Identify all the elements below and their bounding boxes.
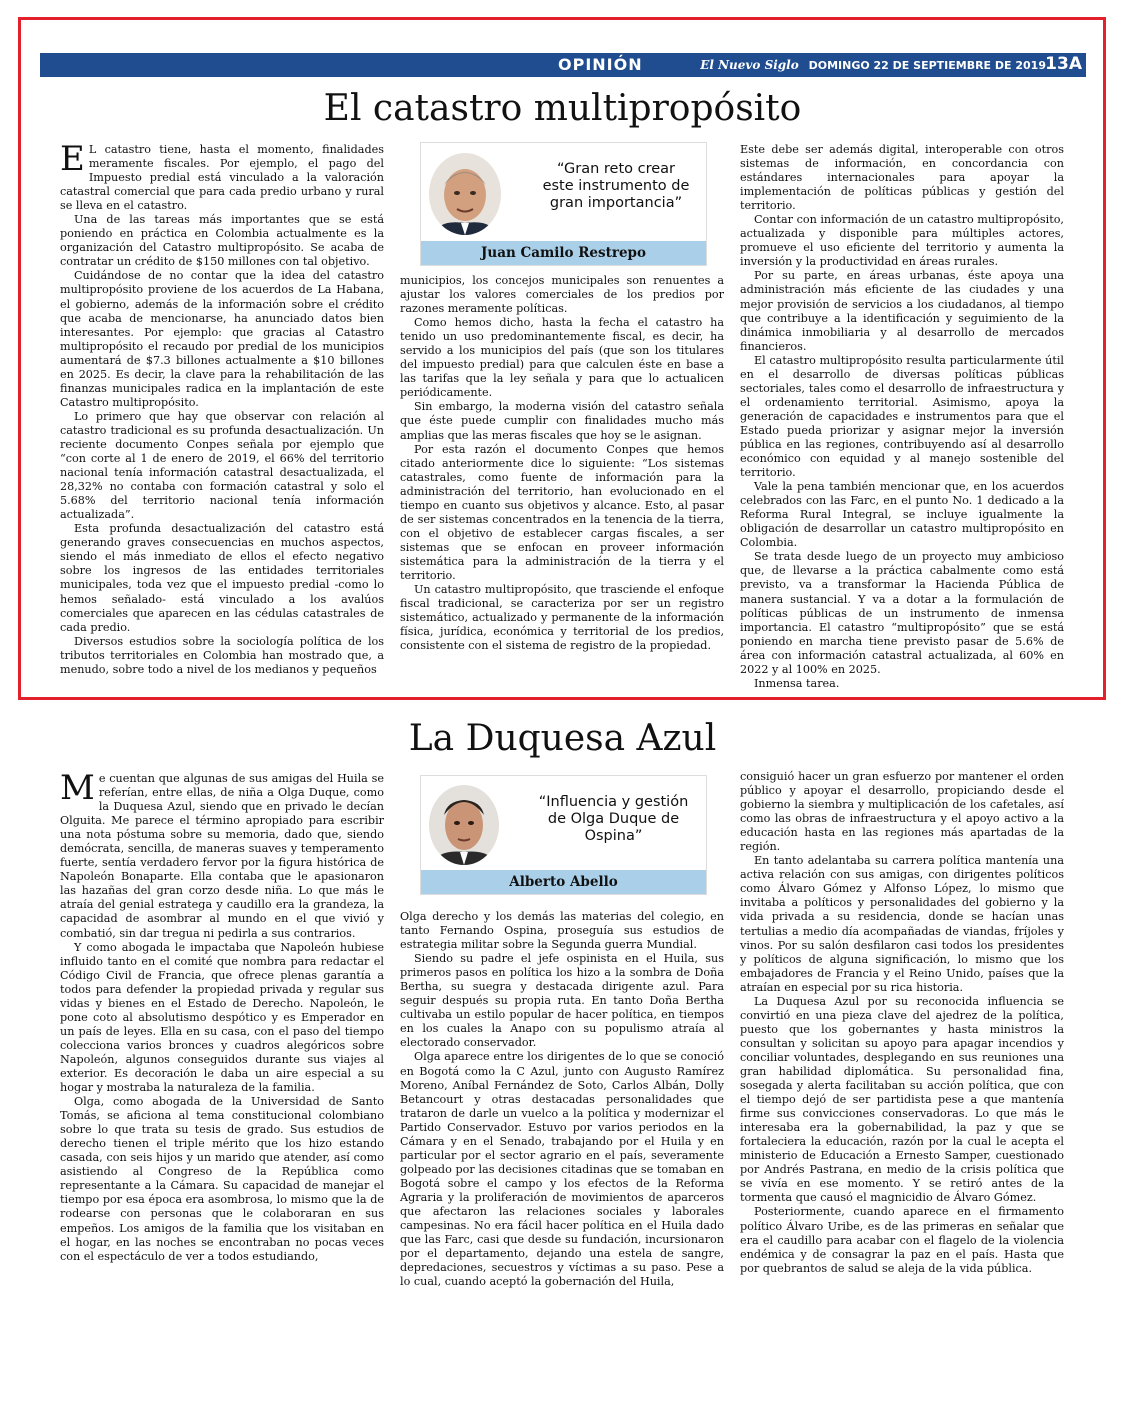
paragraph-text: Olga aparece entre los dirigentes de lo que se conoció en Bogotá como la C Azul, junto con Augusto Ramírez Moreno, Aníbal Fernández de Soto, Carlos Albán, Dolly Betancourt y otras destacadas personalidades que trataron de darle un vuelco a la política y modernizar el Partido Conservador. Estuvo por varios periodos en la Cámara y en el Senado, trabajando por el Huila y en particular por el sector agrario en el país, severamente golpeado por las decisiones citadinas que se tomaban en Bogotá sobre el campo y los efectos de la Reforma Agraria y la proliferación de movimientos de aparceros que afectaron las relaciones sociales y laborales campesinas. No era fácil hacer política en el Huila dado que las Farc, casi que desde su fundación, incursionaron por el departamento, dejando una estela de sangre, depredaciones, secuestros y víctimas a su paso. Pese a lo cual, cuando aceptó la gobernación del Huila, (400, 1050, 724, 1289)
paragraph (60, 1095, 384, 1264)
paragraph (400, 952, 724, 1050)
paragraph-text: Vale la pena también mencionar que, en los acuerdos celebrados con las Farc, en el punto No. 1 dedicado a la Reforma Rural Integral, se incluye igualmente la obligación de desarrollar un catastro multipropósito en Colombia. (740, 480, 1064, 550)
paragraph-text: Este debe ser además digital, interoperable con otros sistemas de información, en concordancia con estándares internacionales para apoyar la implementación de políticas públicas y gestión del territorio. (740, 143, 1064, 213)
paragraph-text: Se trata desde luego de un proyecto muy ambicioso que, de llevarse a la práctica cabalmente como está previsto, va a transformar la Hacienda Pública de manera sustancial. Y va a dotar a la formulación de políticas públicas de un instrumento de inmensa importancia. El catastro “multipropósito” que se está poniendo en marcha tiene previsto pasar de 5.6% de área con información catastral actualizada, al 60% en 2022 y al 100% en 2025. (740, 550, 1064, 676)
paragraph-text: consiguió hacer un gran esfuerzo por mantener el orden público y apoyar el desarrollo, propiciando desde el gobierno la siembra y multiplicación de los cafetales, así como las obras de infraestructura y el apoyo activo a la educación hasta en las regiones más apartadas de la región. (740, 770, 1064, 854)
paragraph-text: El catastro multipropósito resulta particularmente útil en el desarrollo de diversas políticas públicas sectoriales, tales como el desarrollo de infraestructura y el ordenamiento territorial. Asimismo, apoya la generación de capacidades e instrumentos para que el Estado pueda priorizar y asignar mejor la inversión pública en las regiones, contribuyendo así al desarrollo económico con equidad y al manejo sostenible del territorio. (740, 353, 1064, 480)
pull-quote-box (420, 142, 707, 266)
paragraph (740, 354, 1064, 480)
author-portrait (429, 785, 499, 865)
article-column (740, 770, 1064, 1276)
paragraph (60, 522, 384, 634)
article-column (60, 768, 384, 1264)
section-name: OPINIÓN (558, 55, 643, 74)
paragraph (740, 677, 1064, 691)
article-title: El catastro multipropósito (323, 88, 802, 129)
paragraph (60, 139, 384, 213)
paragraph (400, 1050, 724, 1289)
pull-quote: “Influencia y gestión de Olga Duque de Ospina” (538, 794, 689, 844)
author-portrait (429, 153, 501, 235)
paragraph-text: Y como abogada le impactaba que Napoleón hubiese influido tanto en el comité que nombra para redactar el Código Civil de Francia, que ofrece plenas garantía a todos para defender la propiedad privada y regular sus vidas y bienes en el Estado de Derecho. Napoleón, le pone coto al absolutismo despótico y es Emperador en un país de leyes. Ella en su casa, con el paso del tiempo colecciona varios bronces y cuadros alegóricos sobre Napoleón, algunos conseguidos durante sus viajes al exterior. Es decoración le daba un aire especial a su hogar y mostraba la naturaleza de la familia. (60, 940, 384, 1095)
drop-cap: E (60, 139, 85, 179)
paragraph (740, 480, 1064, 550)
author-name: Alberto Abello (421, 870, 706, 894)
page-header-bar (40, 53, 1086, 77)
paragraph (60, 941, 384, 1096)
paragraph-text: Siendo su padre el jefe ospinista en el Huila, sus primeros pasos en política los hizo a la sombra de Doña Bertha, su suegra y destacada dirigente azul. Para seguir después su propia ruta. En tanto Doña Bertha cultivaba un estilo popular de hacer política, en tiempos en los cuales la Anapo con su populismo atraía al electorado conservador. (400, 952, 724, 1050)
paragraph-text: Olga, como abogada de la Universidad de Santo Tomás, se aficiona al tema constitucional colombiano sobre lo que trata su tesis de grado. Sus estudios de derecho tienen el triple mérito que los hizo estando casada, con seis hijos y un marido que atender, así como asistiendo al Congreso de la República como representante a la Cámara. Su capacidad de manejar el tiempo por esa época era asombrosa, lo mismo que la de rodearse con personas que le colaboraran en sus empeños. Los amigos de la familia que los visitaban en el hogar, en las noches se encontraban no pocas veces con el espectáculo de ver a todos estudiando, (60, 1095, 384, 1263)
paragraph-text: La Duquesa Azul por su reconocida influencia se convirtió en una pieza clave del ajedrez de la política, puesto que los gobernantes y hasta ministros la consultan y solicitan su apoyo para apagar incendios y conciliar voluntades, desplegando en sus reuniones una gran habilidad diplomática. Su personalidad fina, sosegada y alerta facilitaban su acción política, que con el tiempo dejó de ser partidista pese a que mantenía firme sus convicciones conservadoras. Lo que más le interesaba era la gobernabilidad, la paz y que se fortaleciera la educación, razón por la cual le acepta el ministerio de Educación a Ernesto Samper, cuestionado por Andrés Pastrana, en medio de la crisis política que se vivía en ese momento. Y se retiró antes de la tormenta que causó el magnicidio de Álvaro Gómez. (740, 994, 1064, 1205)
paragraph (400, 910, 724, 952)
masthead (700, 58, 1046, 72)
paragraph-text: L catastro tiene, hasta el momento, finalidades meramente fiscales. Por ejemplo, el pago del Impuesto predial está vinculado a la valoración catastral comercial que para cada predio urbano y rural se lleva en el catastro. (60, 143, 384, 213)
article-title: La Duquesa Azul (408, 718, 717, 759)
paragraph-text: Como hemos dicho, hasta la fecha el catastro ha tenido un uso predominantemente fiscal, es decir, ha servido a los municipios del país (que son los titulares del impuesto predial) para que calculen éste en base a las tarifas que la ley señala y para que lo actualicen periódicamente. (400, 316, 724, 400)
paragraph (400, 400, 724, 442)
paragraph-text: Inmensa tarea. (754, 676, 840, 690)
paragraph-text: Contar con información de un catastro multipropósito, actualizada y disponible para múltiples actores, promueve el uso eficiente del territorio y aumenta la inversión y la productividad en áreas rurales. (740, 213, 1064, 269)
pull-quote: “Gran reto crear este instrumento de gran importancia” (542, 161, 690, 211)
paragraph (740, 1205, 1064, 1275)
paragraph (400, 274, 724, 316)
newspaper-name: El Nuevo Siglo (700, 58, 799, 72)
paragraph (400, 316, 724, 400)
paragraph-text: Un catastro multipropósito, que trasciende el enfoque fiscal tradicional, se caracteriza por ser un registro sistemático, actualizado y permanente de la información física, jurídica, económica y territorial de los predios, consistente con el sistema de registro de la propiedad. (400, 583, 724, 653)
paragraph-text: Diversos estudios sobre la sociología política de los tributos territoriales en Colombia han mostrado que, a menudo, sobre todo a nivel de los medianos y pequeños (60, 634, 384, 676)
pull-quote-box (420, 775, 707, 895)
paragraph-text: Por esta razón el documento Conpes que hemos citado anteriormente dice lo siguiente: “Los sistemas catastrales, como fuente de información para la administración del territorio, han evolucionado en el tiempo en cuanto sus objetivos y alcance. Esto, al pasar de ser sistemas concentrados en la tenencia de la tierra, con el objetivo de establecer cargas fiscales, a ser sistemas que se enfocan en proveer información sistemática para la administración de la tierra y el territorio. (400, 442, 724, 582)
article-column (400, 910, 724, 1289)
paragraph-text: Olga derecho y los demás las materias del colegio, en tanto Fernando Ospina, proseguía sus estudios de estrategia militar sobre la Segunda guerra Mundial. (400, 910, 724, 952)
paragraph-text: Sin embargo, la moderna visión del catastro señala que éste puede cumplir con finalidades mucho más amplias que las meras fiscales que hoy se le asignan. (400, 400, 724, 442)
issue-date: DOMINGO 22 DE SEPTIEMBRE DE 2019 (808, 59, 1046, 72)
paragraph-text: municipios, los concejos municipales son renuentes a ajustar los valores comerciales de los predios por razones meramente políticas. (400, 274, 724, 316)
paragraph (740, 269, 1064, 353)
paragraph (60, 410, 384, 522)
paragraph-text: En tanto adelantaba su carrera política mantenía una activa relación con sus amigas, con dirigentes políticos como Álvaro Gómez y Alfonso López, lo mismo que invitaba a políticos y personalidades del gobierno y la vida privada a su residencia, donde se hacían unas tertulias a medio día acompañadas de viandas, fríjoles y vinos. Por su salón desfilaron casi todos los presidentes y políticos de alguna significación, lo mismo que los embajadores de Francia y el Reino Unido, países que la atraían en especial por su rica historia. (740, 854, 1064, 994)
paragraph (60, 635, 384, 677)
paragraph-text: e cuentan que algunas de sus amigas del Huila se referían, entre ellas, de niña a Olga Duque, como la Duquesa Azul, siendo que en privado le decían Olguita. Me parece el término apropiado para escribir una nota póstuma sobre su memoria, dado que, siendo demócrata, sencilla, de maneras suaves y temperamento fuerte, sentía verdadero fervor por la figura histórica de Napoleón Bonaparte. Ella contaba que le apasionaron las hazañas del gran corzo desde niña. Lo que más le atraía del genial estratega y caudillo era la grandeza, la capacidad de asombrar al mundo en el que vivió y combatió, sin dar tregua ni pedirla a sus contrarios. (60, 772, 384, 940)
paragraph-text: Cuidándose de no contar que la idea del catastro multipropósito proviene de los acuerdos de La Habana, el gobierno, además de la información sobre el crédito que acaba de mencionarse, ha anunciado datos bien interesantes. Por ejemplo: que gracias al Catastro multipropósito el recaudo por predial de los municipios aumentará de $7.3 billones actualmente a $10 billones en 2025. Es decir, la clave para la rehabilitación de las finanzas municipales radica en la implantación de este Catastro multipropósito. (60, 269, 384, 409)
paragraph-text: Una de las tareas más importantes que se está poniendo en práctica en Colombia actualmente es la organización del Catastro multipropósito. Se acaba de contratar un crédito de $150 millones con tal objetivo. (60, 213, 384, 269)
paragraph (400, 443, 724, 583)
author-name: Juan Camilo Restrepo (421, 241, 706, 265)
paragraph (60, 768, 384, 941)
paragraph (60, 269, 384, 409)
paragraph-text: Esta profunda desactualización del catastro está generando graves consecuencias en muchos aspectos, siendo el más inmediato de ellos el efecto negativo sobre los ingresos de las entidades territoriales municipales, toda vez que el impuesto predial -como lo hemos señalado- está vinculado a los avalúos comerciales que aparecen en las cédulas catastrales de cada predio. (60, 522, 384, 634)
paragraph (740, 213, 1064, 269)
drop-cap: M (60, 768, 95, 808)
paragraph-text: Posteriormente, cuando aparece en el firmamento político Álvaro Uribe, es de las primeras en señalar que era el caudillo para acabar con el flagelo de la violencia endémica y de consagrar la paz en el país. Hasta que por quebrantos de salud se aleja de la vida pública. (740, 1205, 1064, 1275)
paragraph (740, 550, 1064, 676)
paragraph (400, 583, 724, 653)
paragraph (740, 995, 1064, 1206)
page-number: 13A (1045, 54, 1082, 74)
paragraph (740, 770, 1064, 854)
article-column (400, 274, 724, 653)
paragraph (60, 213, 384, 269)
paragraph-text: Lo primero que hay que observar con relación al catastro tradicional es su profunda desactualización. Un reciente documento Conpes señala por ejemplo que “con corte al 1 de enero de 2019, el 66% del territorio nacional tenía información catastral desactualizada, el 28,32% no contaba con formación catastral y solo el 5.68% del territorio nacional tenía información actualizada”. (60, 409, 384, 522)
paragraph (740, 143, 1064, 213)
paragraph (740, 854, 1064, 994)
article-column (740, 143, 1064, 691)
article-column (60, 139, 384, 677)
paragraph-text: Por su parte, en áreas urbanas, éste apoya una administración más eficiente de las ciudades y una mejor provisión de servicios a los ciudadanos, al tiempo que contribuye a la identificación y seguimiento de la dinámica inmobiliaria y al desarrollo de mercados financieros. (740, 269, 1064, 353)
